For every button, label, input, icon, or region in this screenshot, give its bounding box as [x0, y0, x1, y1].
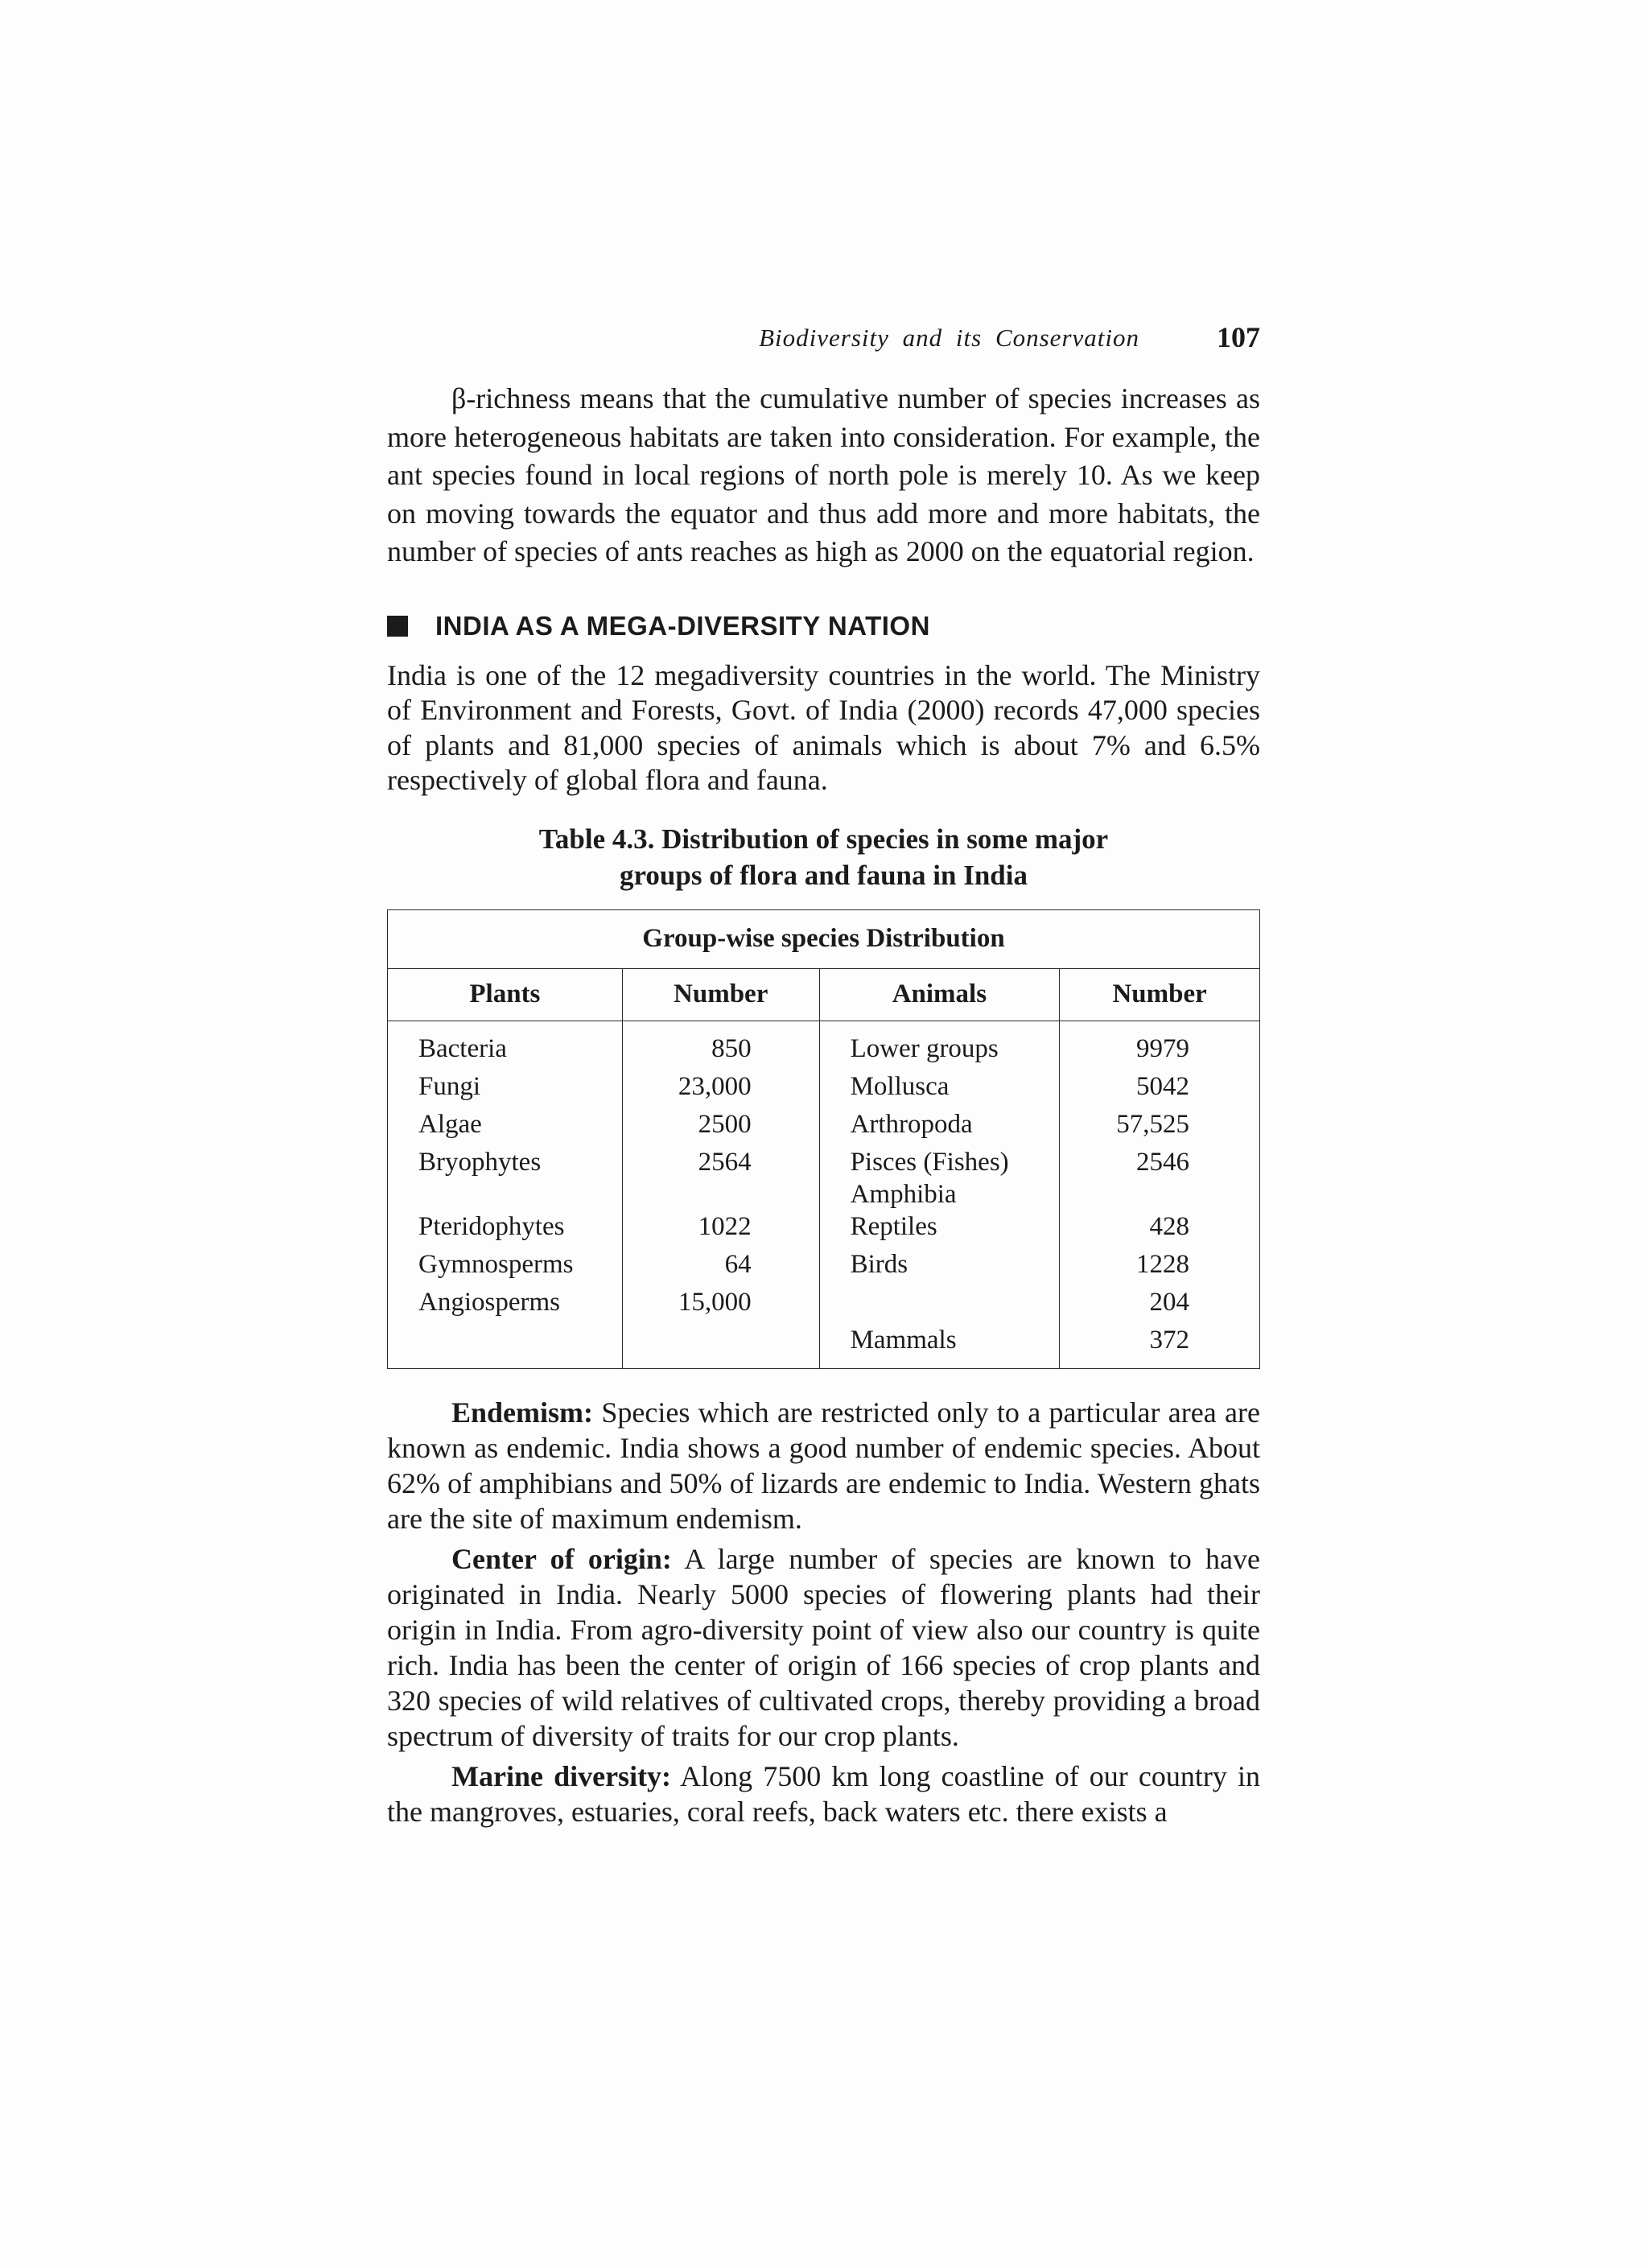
table-row	[388, 1248, 1260, 1286]
column-header-animals: Animals	[819, 968, 1060, 1021]
table-row	[388, 1286, 1260, 1324]
plant-count: 850	[622, 1021, 819, 1070]
animal-count: 1228	[1060, 1248, 1260, 1286]
table-row	[388, 1021, 1260, 1070]
marine-diversity-text: Along 7500 km long coastline of our country in the mangroves, estuaries, coral reefs, back waters etc. there exists a	[387, 1759, 1260, 1828]
table-row	[388, 1210, 1260, 1248]
table-caption	[387, 821, 1260, 893]
plant-name: Bacteria	[388, 1021, 623, 1070]
animal-name: Mammals	[819, 1324, 1060, 1369]
center-of-origin-text: A large number of species are known to have originated in India. Nearly 5000 species of flowering plants had their origin in India. From agro-diversity point of view also our country is quite rich. India has been the center of origin of 166 species of crop plants and 320 species of wild relatives of cultivated crops, thereby providing a broad spectrum of diversity of traits for our crop plants.	[387, 1542, 1261, 1752]
table-row	[388, 1070, 1260, 1108]
running-head	[387, 315, 1260, 364]
animal-count: 2546	[1060, 1146, 1260, 1210]
species-distribution-table	[387, 909, 1260, 1369]
page-number: 107	[1217, 321, 1260, 353]
table-row	[388, 1108, 1260, 1146]
animal-name: Pisces (Fishes) Amphibia	[819, 1146, 1060, 1210]
plant-count: 2564	[622, 1146, 819, 1210]
center-of-origin-paragraph	[387, 1541, 1260, 1754]
center-of-origin-term: Center of origin:	[451, 1542, 672, 1575]
animal-name: Mollusca	[819, 1070, 1060, 1108]
marine-diversity-paragraph	[387, 1759, 1260, 1829]
animal-count: 5042	[1060, 1070, 1260, 1108]
plant-count: 64	[622, 1248, 819, 1286]
plant-count: 23,000	[622, 1070, 819, 1108]
table-caption-line-2: groups of flora and fauna in India	[619, 859, 1028, 891]
section-heading	[387, 607, 1260, 645]
column-header-plant-number: Number	[622, 968, 819, 1021]
animal-count: 204	[1060, 1286, 1260, 1324]
plant-name: Angiosperms	[388, 1286, 623, 1324]
plant-count: 1022	[622, 1210, 819, 1248]
table-row	[388, 1324, 1260, 1369]
animal-count: 9979	[1060, 1021, 1260, 1070]
square-bullet-icon	[387, 616, 408, 637]
plant-name	[388, 1324, 623, 1369]
table-caption-line-1: Table 4.3. Distribution of species in some major	[538, 823, 1109, 855]
animal-name: Reptiles	[819, 1210, 1060, 1248]
section-heading-text: INDIA AS A MEGA-DIVERSITY NATION	[435, 610, 930, 641]
plant-name: Gymnosperms	[388, 1248, 623, 1286]
animal-count: 428	[1060, 1210, 1260, 1248]
plant-count	[622, 1324, 819, 1369]
animal-name: Lower groups	[819, 1021, 1060, 1070]
plant-count: 2500	[622, 1108, 819, 1146]
animal-name: Birds	[819, 1248, 1060, 1286]
endemism-text: Species which are restricted only to a particular area are known as endemic. India shows a good number of endemic species. About 62% of amphibians and 50% of lizards are endemic to India. Western ghats are the site of maximum endemism.	[387, 1396, 1260, 1535]
marine-diversity-term: Marine diversity:	[451, 1759, 672, 1792]
book-page	[387, 315, 1260, 1829]
beta-richness-paragraph: β-richness means that the cumulative number of species increases as more heterogeneous habitats are taken into consideration. For example, the ant species found in local regions of north pole is merely 10. As we keep on moving towards the equator and thus add more and more habitats, the number of species of ants reaches as high as 2000 on the equatorial region.	[387, 382, 1260, 567]
animal-count: 372	[1060, 1324, 1260, 1369]
endemism-term: Endemism:	[451, 1396, 594, 1429]
plant-name: Algae	[388, 1108, 623, 1146]
plant-name: Bryophytes	[388, 1146, 623, 1210]
column-header-plants: Plants	[388, 968, 623, 1021]
mega-diversity-paragraph: India is one of the 12 megadiversity countries in the world. The Ministry of Environment and Forests, Govt. of India (2000) records 47,000 species of plants and 81,000 species of animals which is about 7% and 6.5% respectively of global flora and fauna.	[387, 658, 1260, 796]
plant-count: 15,000	[622, 1286, 819, 1324]
running-title: Biodiversity and its Conservation	[759, 324, 1139, 352]
animal-name	[819, 1286, 1060, 1324]
animal-count: 57,525	[1060, 1108, 1260, 1146]
plant-name: Fungi	[388, 1070, 623, 1108]
table-row	[388, 1146, 1260, 1210]
column-header-animal-number: Number	[1060, 968, 1260, 1021]
plant-name: Pteridophytes	[388, 1210, 623, 1248]
animal-name: Arthropoda	[819, 1108, 1060, 1146]
endemism-paragraph	[387, 1395, 1260, 1536]
table-group-header: Group-wise species Distribution	[388, 909, 1260, 968]
